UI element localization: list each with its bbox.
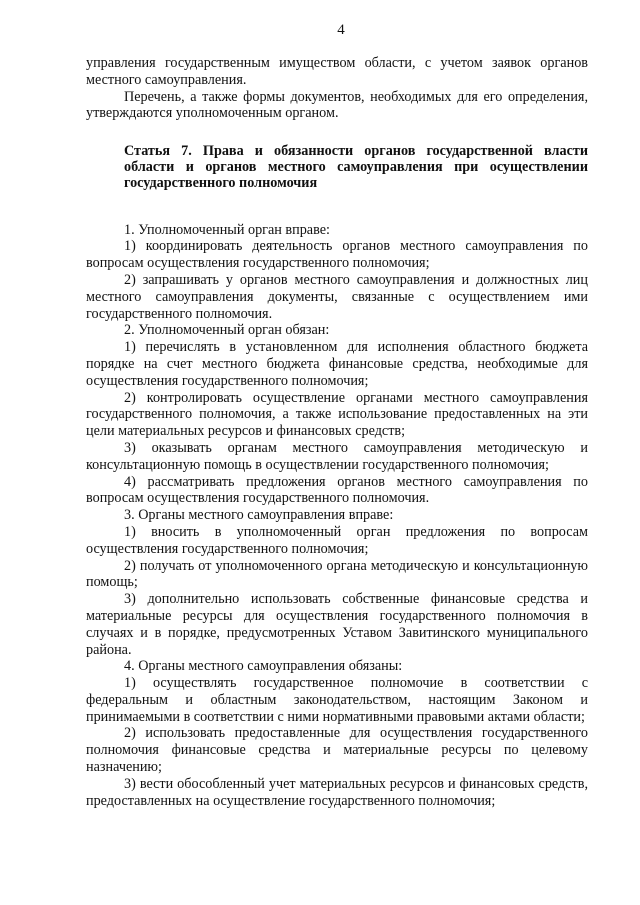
article-paragraph: 3) дополнительно использовать собственные финансовые средства и материальные ресурсы для осуществления государственного полномочия в случаях и в порядке, предусмотренных Уставом Завитинского муниципального района. xyxy=(86,591,588,658)
article-paragraph: 2) запрашивать у органов местного самоуправления и должностных лиц местного самоуправления документы, связанные с осуществлением ими государственного полномочия. xyxy=(86,271,588,322)
article-paragraph: 3) вести обособленный учет материальных ресурсов и финансовых средств, предоставленных на осуществление государственного полномочия; xyxy=(86,775,588,809)
article-paragraph: 2) получать от уполномоченного органа методическую и консультационную помощь; xyxy=(86,557,588,591)
intro-paragraph-1: управления государственным имуществом области, с учетом заявок органов местного самоуправления. xyxy=(86,55,588,88)
intro-paragraph-2: Перечень, а также формы документов, необходимых для его определения, утверждаются уполномоченным органом. xyxy=(86,88,588,122)
article-paragraph: 1) осуществлять государственное полномочие в соответствии с федеральным и областным законодательством, настоящим Законом и принимаемыми в соответствии с ними нормативными правовыми актами области; xyxy=(86,675,588,725)
article-paragraph: 1) координировать деятельность органов местного самоуправления по вопросам осуществления государственного полномочия; xyxy=(86,238,588,272)
article-paragraph: 3. Органы местного самоуправления вправе: xyxy=(124,507,394,524)
article-paragraph: 3) оказывать органам местного самоуправления методическую и консультационную помощь в осуществлении государственного полномочия; xyxy=(86,439,588,473)
page-number: 4 xyxy=(337,22,345,38)
article-paragraph: 2) использовать предоставленные для осуществления государственного полномочия финансовые средства и материальные ресурсы по целевому назначению; xyxy=(86,725,588,776)
article-paragraph: 4) рассматривать предложения органов местного самоуправления по вопросам осуществления государственного полномочия. xyxy=(86,473,588,507)
article-paragraph: 4. Органы местного самоуправления обязаны: xyxy=(124,658,403,675)
article-paragraph: 1. Уполномоченный орган вправе: xyxy=(124,221,330,238)
article-heading xyxy=(86,144,588,191)
article-paragraph: 1) вносить в уполномоченный орган предложения по вопросам осуществления государственного полномочия; xyxy=(86,523,588,557)
article-paragraph: 1) перечислять в установленном для исполнения областного бюджета порядке на счет местного бюджета финансовые средства, необходимые для осуществления государственного полномочия; xyxy=(86,339,588,389)
article-body xyxy=(86,222,588,810)
article-paragraph: 2) контролировать осуществление органами местного самоуправления государственного полномочия, а также использование предоставленных на эти цели материальных ресурсов и финансовых средств; xyxy=(86,389,588,440)
intro-section xyxy=(86,55,588,122)
article-title-text: Права и обязанности органов государственной власти области и органов местного самоуправления при осуществлении государственного полномочия xyxy=(124,143,589,191)
article-number: Статья 7. xyxy=(124,143,192,160)
article-paragraph: 2. Уполномоченный орган обязан: xyxy=(124,322,330,339)
